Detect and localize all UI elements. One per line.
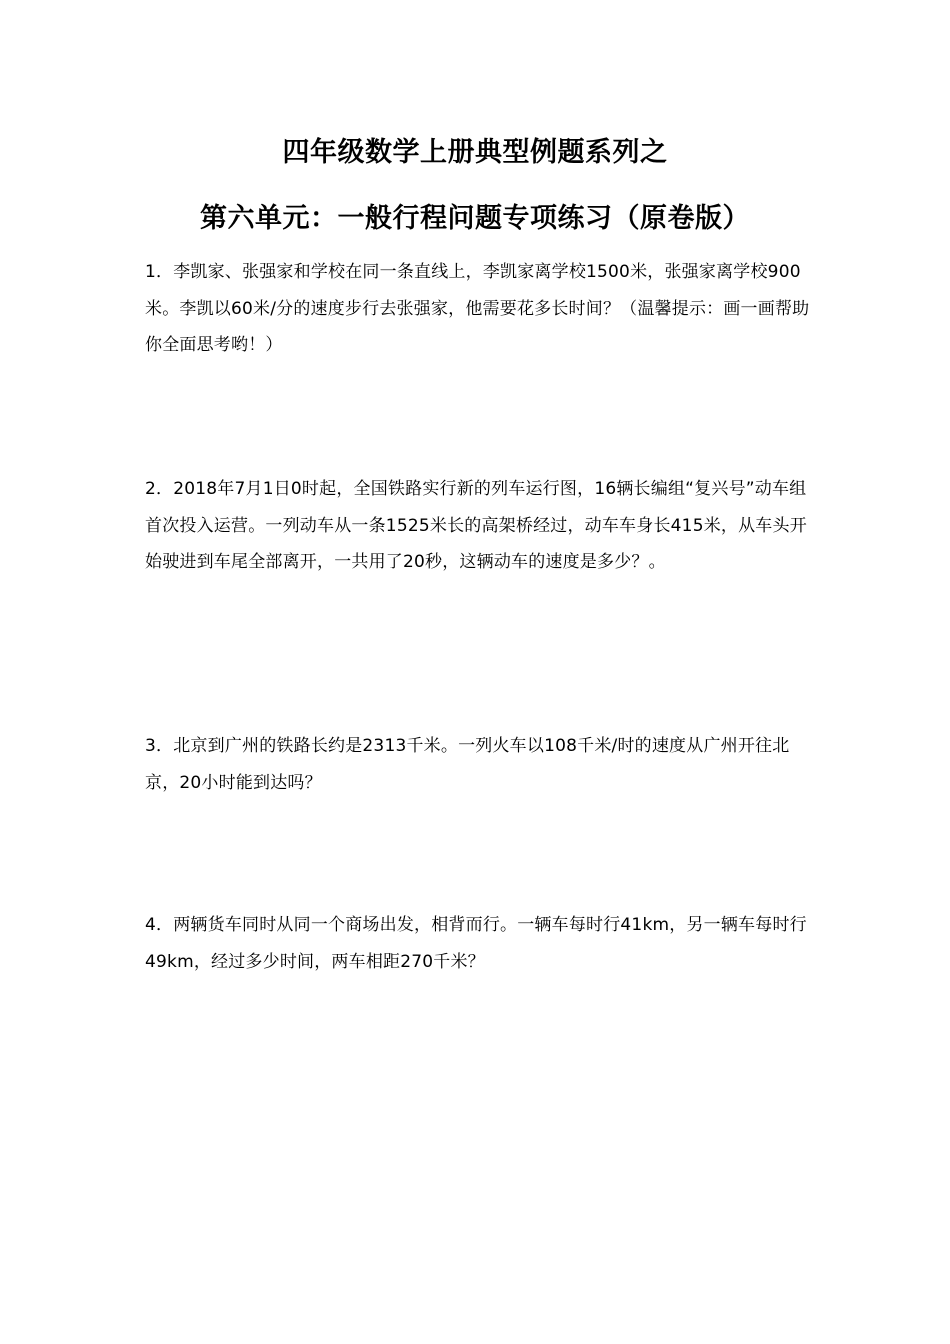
question-4: 4．两辆货车同时从同一个商场出发，相背而行。一辆车每时行41km，另一辆车每时行49km，经过多少时间，两车相距270千米？ <box>145 915 807 972</box>
document-subtitle: 第六单元：一般行程问题专项练习（原卷版） <box>200 203 750 234</box>
question-1: 1．李凯家、张强家和学校在同一条直线上，李凯家离学校1500米，张强家离学校900米。李凯以60米/分的速度步行去张强家，他需要花多长时间？（温馨提示：画一画帮助你全面思考哟！） <box>145 262 810 355</box>
document-title: 四年级数学上册典型例题系列之 <box>282 137 668 168</box>
question-3: 3．北京到广州的铁路长约是2313千米。一列火车以108千米/时的速度从广州开往北京，20小时能到达吗？ <box>145 736 790 793</box>
question-2: 2．2018年7月1日0时起，全国铁路实行新的列车运行图，16辆长编组“复兴号”动车组首次投入运营。一列动车从一条1525米长的高架桥经过，动车车身长415米，从车头开始驶进到车尾全部离开，一共用了20秒，这辆动车的速度是多少？。 <box>145 479 807 572</box>
